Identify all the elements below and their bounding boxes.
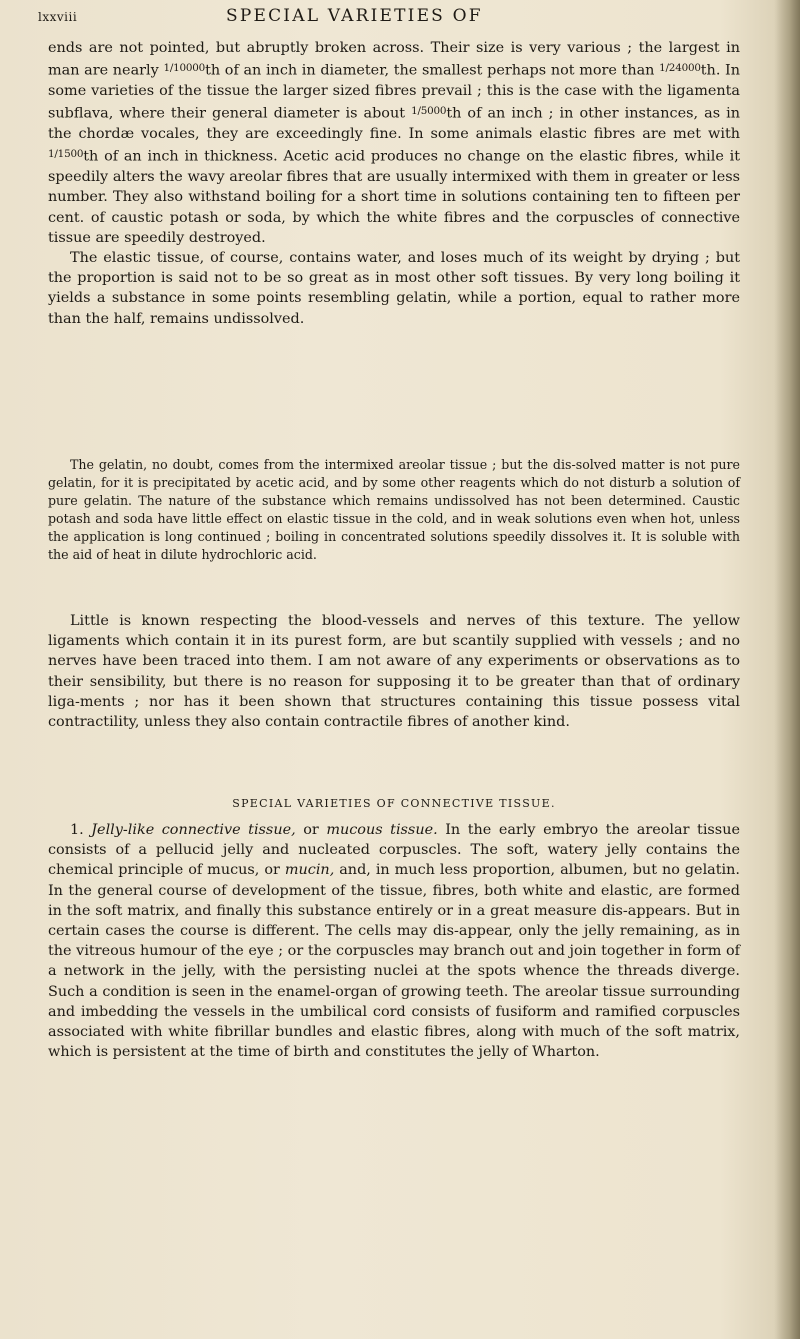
paragraph-elastic-fibres	[48, 38, 740, 329]
fraction-4: 1/1500	[48, 148, 84, 161]
para1-text-4: th of an inch ; in other instances, as in the chordæ vocales, they are exceedingly fine. In some animals elastic fibres are met with	[48, 105, 741, 143]
connector-or: or	[295, 822, 327, 838]
page-number: lxxviii	[38, 10, 78, 24]
para5-text-2: and, in much less proportion, albumen, but no gelatin. In the general course of development of the tissue, fibres, both white and elastic, are formed in the soft matrix, and finally this substance entirely or in a great measure dis-appears. But in certain cases the course is different. The cells may dis-appear, only the jelly remaining, as in the vitreous humour of the eye ; or the corpuscles may branch out and join together in form of a network in the jelly, with the persisting nuclei at the spots whence the threads diverge. Such a condition is seen in the enamel-organ of growing teeth. The areolar tissue surrounding and imbedding the vessels in the umbilical cord consists of fusiform and ramified corpuscles associated with white fibrillar bundles and elastic fibres, along with much of the soft matrix, which is persistent at the time of birth and constitutes the jelly of Wharton.	[48, 862, 740, 1061]
note-gelatin	[48, 456, 740, 563]
note-gelatin-text: The gelatin, no doubt, comes from the intermixed areolar tissue ; but the dis-solved matter is not pure gelatin, for it is precipitated by acetic acid, and by some other reagents which do not disturb a solution of pure gelatin. The nature of the substance which remains undissolved has not been determined. Caustic potash and soda have little effect on elastic tissue in the cold, and in weak solutions even when hot, unless the application is long continued ; boiling in concentrated solutions speedily dissolves it. It is soluble with the aid of heat in dilute hydrochloric acid.	[48, 457, 740, 562]
para5-text-1: In the early embryo the areolar tissue consists of a pellucid jelly and nucleated corpuscles. The soft, watery jelly contains the chemical principle of mucus, or	[48, 822, 740, 879]
fraction-1: 1/10000	[163, 62, 206, 75]
running-head	[38, 6, 738, 30]
running-title: SPECIAL VARIETIES OF	[226, 6, 483, 26]
term-mucous-tissue: mucous tissue.	[326, 822, 438, 838]
paragraph-elastic-tissue-water: The elastic tissue, of course, contains water, and loses much of its weight by drying ; but the proportion is said not to be so great as in most other soft tissues. By very long boiling it yields a substance in some points resembling gelatin, while a portion, equal to rather more than the half, remains undissolved.	[48, 249, 740, 327]
para1-text-3: th. In some varieties of the tissue the larger sized fibres prevail ; this is the case with the ligamenta subflava, where their general diameter is about	[48, 62, 741, 122]
term-jelly-like: Jelly-like connective tissue,	[91, 822, 296, 838]
term-mucin: mucin,	[284, 862, 335, 879]
para1-text-2: th of an inch in diameter, the smallest perhaps not more than	[205, 62, 660, 79]
item-number: 1.	[70, 822, 84, 838]
section-heading: SPECIAL VARIETIES OF CONNECTIVE TISSUE.	[232, 797, 556, 810]
blood-vessels-text: Little is known respecting the blood-vessels and nerves of this texture. The yellow ligaments which contain it in its purest form, are but scantily supplied with vessels ; and no nerves have been traced into them. I am not aware of any experiments or observations as to their sensibility, but there is no reason for supposing it to be greater than that of ordinary liga-ments ; nor has it been shown that structures containing this tissue possess vital contractility, unless they also contain contractile fibres of another kind.	[48, 613, 740, 731]
fraction-3: 1/5000	[411, 105, 447, 118]
paragraph-jelly-like-tissue	[48, 820, 740, 1062]
page-edge-shadow	[774, 0, 800, 1339]
fraction-2: 1/24000	[659, 62, 701, 75]
paragraph-blood-vessels	[48, 611, 740, 732]
para1-text-5: th of an inch in thickness. Acetic acid produces no change on the elastic fibres, while it speedily alters the wavy areolar fibres that are usually intermixed with them in greater or less number. They also withstand boiling for a short time in solutions containing ten to fifteen per cent. of caustic potash or soda, by which the white fibres and the corpuscles of connective tissue are speedily destroyed.	[48, 148, 740, 246]
para1-text-1: ends are not pointed, but abruptly broken across. Their size is very various ; the largest in man are nearly	[48, 40, 740, 79]
